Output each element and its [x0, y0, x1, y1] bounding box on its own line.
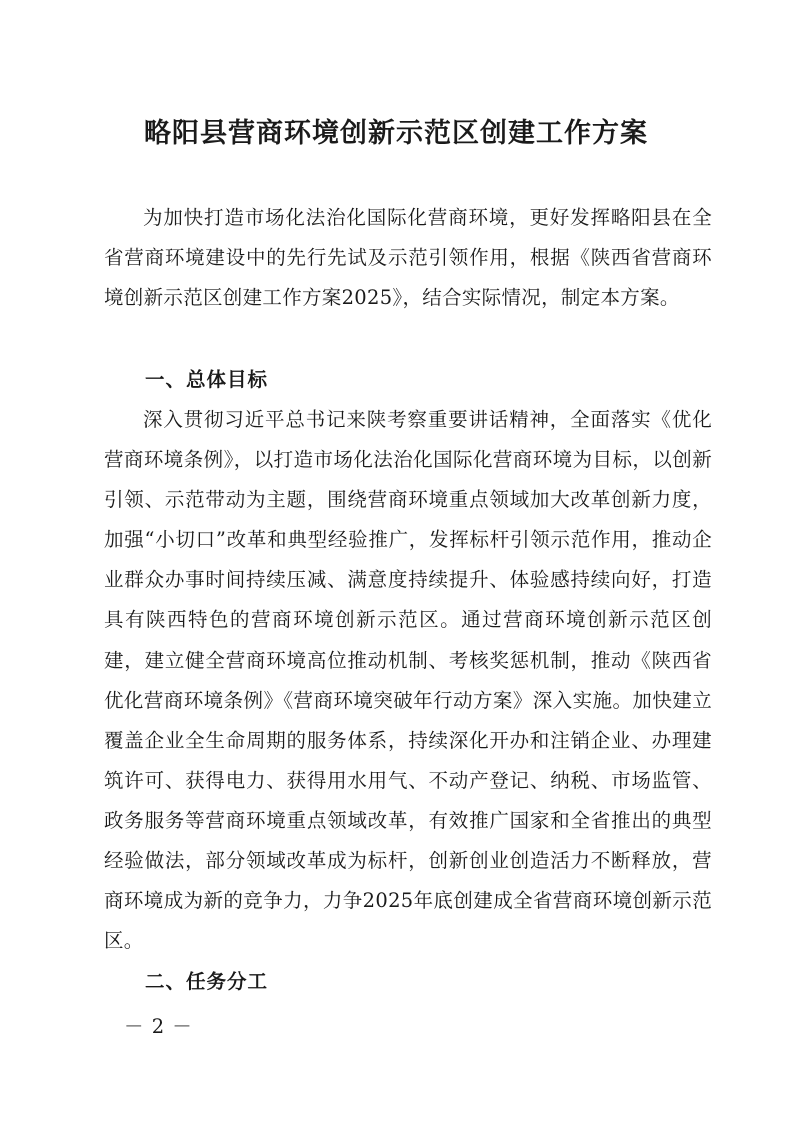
section-two-heading: 二、任务分工: [145, 970, 269, 993]
section-one-paragraph: 深入贯彻习近平总书记来陕考察重要讲话精神，全面落实《优化营商环境条例》，以打造市场化法治化国际化营商环境为目标，以创新引领、示范带动为主题，围绕营商环境重点领域加大改革创新力度，加强“小切口”改革和典型经验推广，发挥标杆引领示范作用，推动企业群众办事时间持续压减、满意度持续提升、体验感持续向好，打造具有陕西特色的营商环境创新示范区。通过营商环境创新示范区创建，建立健全营商环境高位推动机制、考核奖惩机制，推动《陕西省优化营商环境条例》《营商环境突破年行动方案》深入实施。加快建立覆盖企业全生命周期的服务体系，持续深化开办和注销企业、办理建筑许可、获得电力、获得用水用气、不动产登记、纳税、市场监管、政务服务等营商环境重点领域改革，有效推广国家和全省推出的典型经验做法，部分领域改革成为标杆，创新创业创造活力不断释放，营商环境成为新的竞争力，力争2025年底创建成全省营商环境创新示范区。: [104, 408, 712, 953]
intro-paragraph: 为加快打造市场化法治化国际化营商环境，更好发挥略阳县在全省营商环境建设中的先行先试及示范引领作用，根据《陕西省营商环境创新示范区创建工作方案2025》，结合实际情况，制定本方案。: [104, 206, 712, 310]
page-number: － 2 －: [124, 1015, 193, 1038]
document-title: 略阳县营商环境创新示范区创建工作方案: [144, 118, 648, 149]
section-one-heading: 一、总体目标: [145, 368, 269, 391]
